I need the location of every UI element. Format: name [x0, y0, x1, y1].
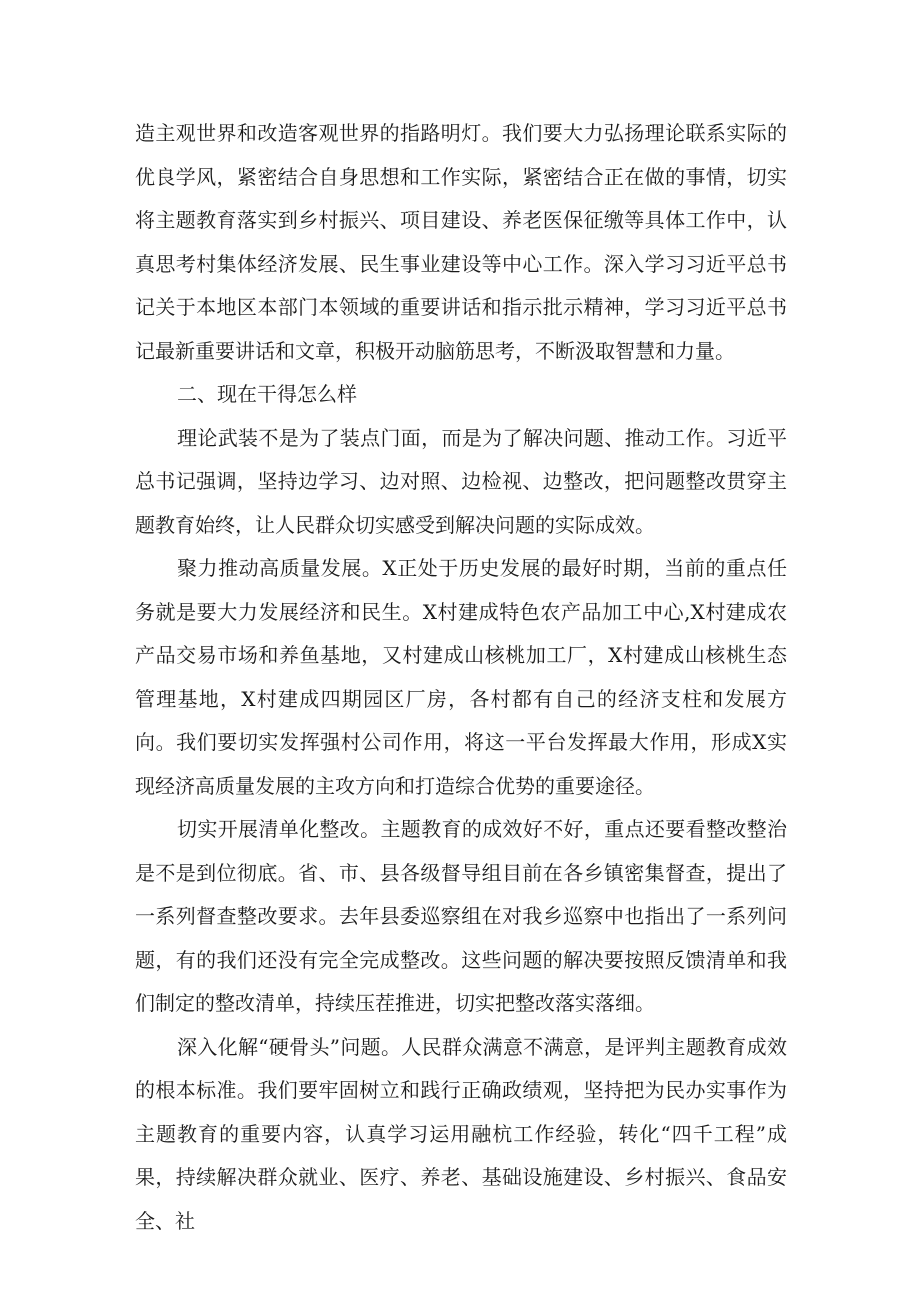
paragraph-continuation: 造主观世界和改造客观世界的指路明灯。我们要大力弘扬理论联系实际的优良学风，紧密结合自身思想和工作实际，紧密结合正在做的事情，切实将主题教育落实到乡村振兴、项目建设、养老医保征缴等具体工作中，认真思考村集体经济发展、民生事业建设等中心工作。深入学习习近平总书记关于本地区本部门本领域的重要讲话和指示批示精神，学习习近平总书记最新重要讲话和文章，积极开动脑筋思考，不断汲取智慧和力量。: [135, 121, 787, 363]
paragraph-hard-problems: 深入化解“硬骨头”问题。人民群众满意不满意，是评判主题教育成效的根本标准。我们要牢固树立和践行正确政绩观，坚持把为民办实事作为主题教育的重要内容，认真学习运用融杭工作经验，转化“四千工程”成果，持续解决群众就业、医疗、养老、基础设施建设、乡村振兴、食品安全、社: [135, 1034, 787, 1233]
paragraph-rectification: 切实开展清单化整改。主题教育的成效好不好，重点还要看整改整治是不是到位彻底。省、市、县各级督导组目前在各乡镇密集督查，提出了一系列督查整改要求。去年县委巡察组在对我乡巡察中也指出了一系列问题，有的我们还没有完全完成整改。这些问题的解决要按照反馈清单和我们制定的整改清单，持续压茬推进，切实把整改落实落细。: [135, 817, 787, 1015]
section-heading: 二、现在干得怎么样: [177, 382, 357, 406]
document-body: [135, 112, 787, 1243]
paragraph-intro: 理论武装不是为了装点门面，而是为了解决问题、推动工作。习近平总书记强调，坚持边学习、边对照、边检视、边整改，把问题整改贯穿主题教育始终，让人民群众切实感受到解决问题的实际成效。: [135, 425, 787, 537]
paragraph-high-quality-development: 聚力推动高质量发展。X正处于历史发展的最好时期，当前的重点任务就是要大力发展经济和民生。X村建成特色农产品加工中心,X村建成农产品交易市场和养鱼基地，又村建成山核桃加工厂，X村建成山核桃生态管理基地，X村建成四期园区厂房，各村都有自己的经济支柱和发展方向。我们要切实发挥强村公司作用，将这一平台发挥最大作用，形成X实现经济高质量发展的主攻方向和打造综合优势的重要途径。: [135, 556, 787, 798]
